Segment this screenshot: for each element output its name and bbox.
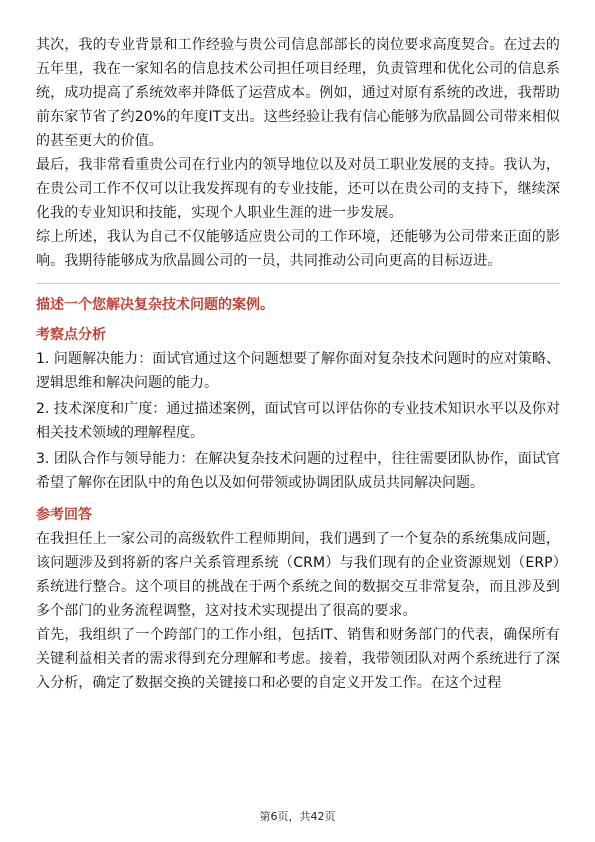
page-content — [36, 33, 560, 695]
section-divider — [36, 283, 560, 284]
analysis-item-1: 1. 问题解决能力：面试官通过这个问题想要了解你面对复杂技术问题时的应对策略、逻辑思维和解决问题的能力。 — [36, 351, 560, 391]
intro-paragraph-2: 最后，我非常看重贵公司在行业内的领导地位以及对员工职业发展的支持。我认为，在贵公司工作不仅可以让我发挥现有的专业技能，还可以在贵公司的支持下，继续深化我的专业知识和技能，实现个人职业生涯的进一步发展。 — [36, 157, 560, 221]
intro-paragraph-1: 其次，我的专业背景和工作经验与贵公司信息部部长的岗位要求高度契合。在过去的五年里，我在一家知名的信息技术公司担任项目经理，负责管理和优化公司的信息系统，成功提高了系统效率并降低了运营成本。例如，通过对原有系统的改进，我帮助前东家节省了约20%的年度IT支出。这些经验让我有信心能够为欣晶圆公司带来相似的甚至更大的价值。 — [36, 37, 560, 149]
analysis-item-2: 2. 技术深度和广度：通过描述案例，面试官可以评估你的专业技术知识水平以及你对相关技术领域的理解程度。 — [36, 401, 560, 441]
page-number-footer: 第6页，共42页 — [259, 810, 336, 823]
answer-paragraph-2: 首先，我组织了一个跨部门的工作小组，包括IT、销售和财务部门的代表，确保所有关键利益相关者的需求得到充分理解和考虑。接着，我带领团队对两个系统进行了深入分析，确定了数据交换的关键接口和必要的自定义开发工作。在这个过程 — [36, 627, 560, 691]
intro-paragraph-3: 综上所述，我认为自己不仅能够适应贵公司的工作环境，还能够为公司带来正面的影响。我期待能够成为欣晶圆公司的一员，共同推动公司向更高的目标迈进。 — [36, 229, 560, 269]
answer-paragraph-1: 在我担任上一家公司的高级软件工程师期间，我们遇到了一个复杂的系统集成问题，该问题涉及到将新的客户关系管理系统（CRM）与我们现有的企业资源规划（ERP）系统进行整合。这个项目的挑战在于两个系统之间的数据交互非常复杂，而且涉及到多个部门的业务流程调整，这对技术实现提出了很高的要求。 — [36, 531, 560, 619]
analysis-item-3: 3. 团队合作与领导能力：在解决复杂技术问题的过程中，往往需要团队协作，面试官希望了解你在团队中的角色以及如何带领或协调团队成员共同解决问题。 — [36, 451, 560, 491]
analysis-heading: 考察点分析 — [36, 327, 106, 343]
answer-heading: 参考回答 — [36, 507, 92, 523]
question-title: 描述一个您解决复杂技术问题的案例。 — [36, 297, 274, 313]
